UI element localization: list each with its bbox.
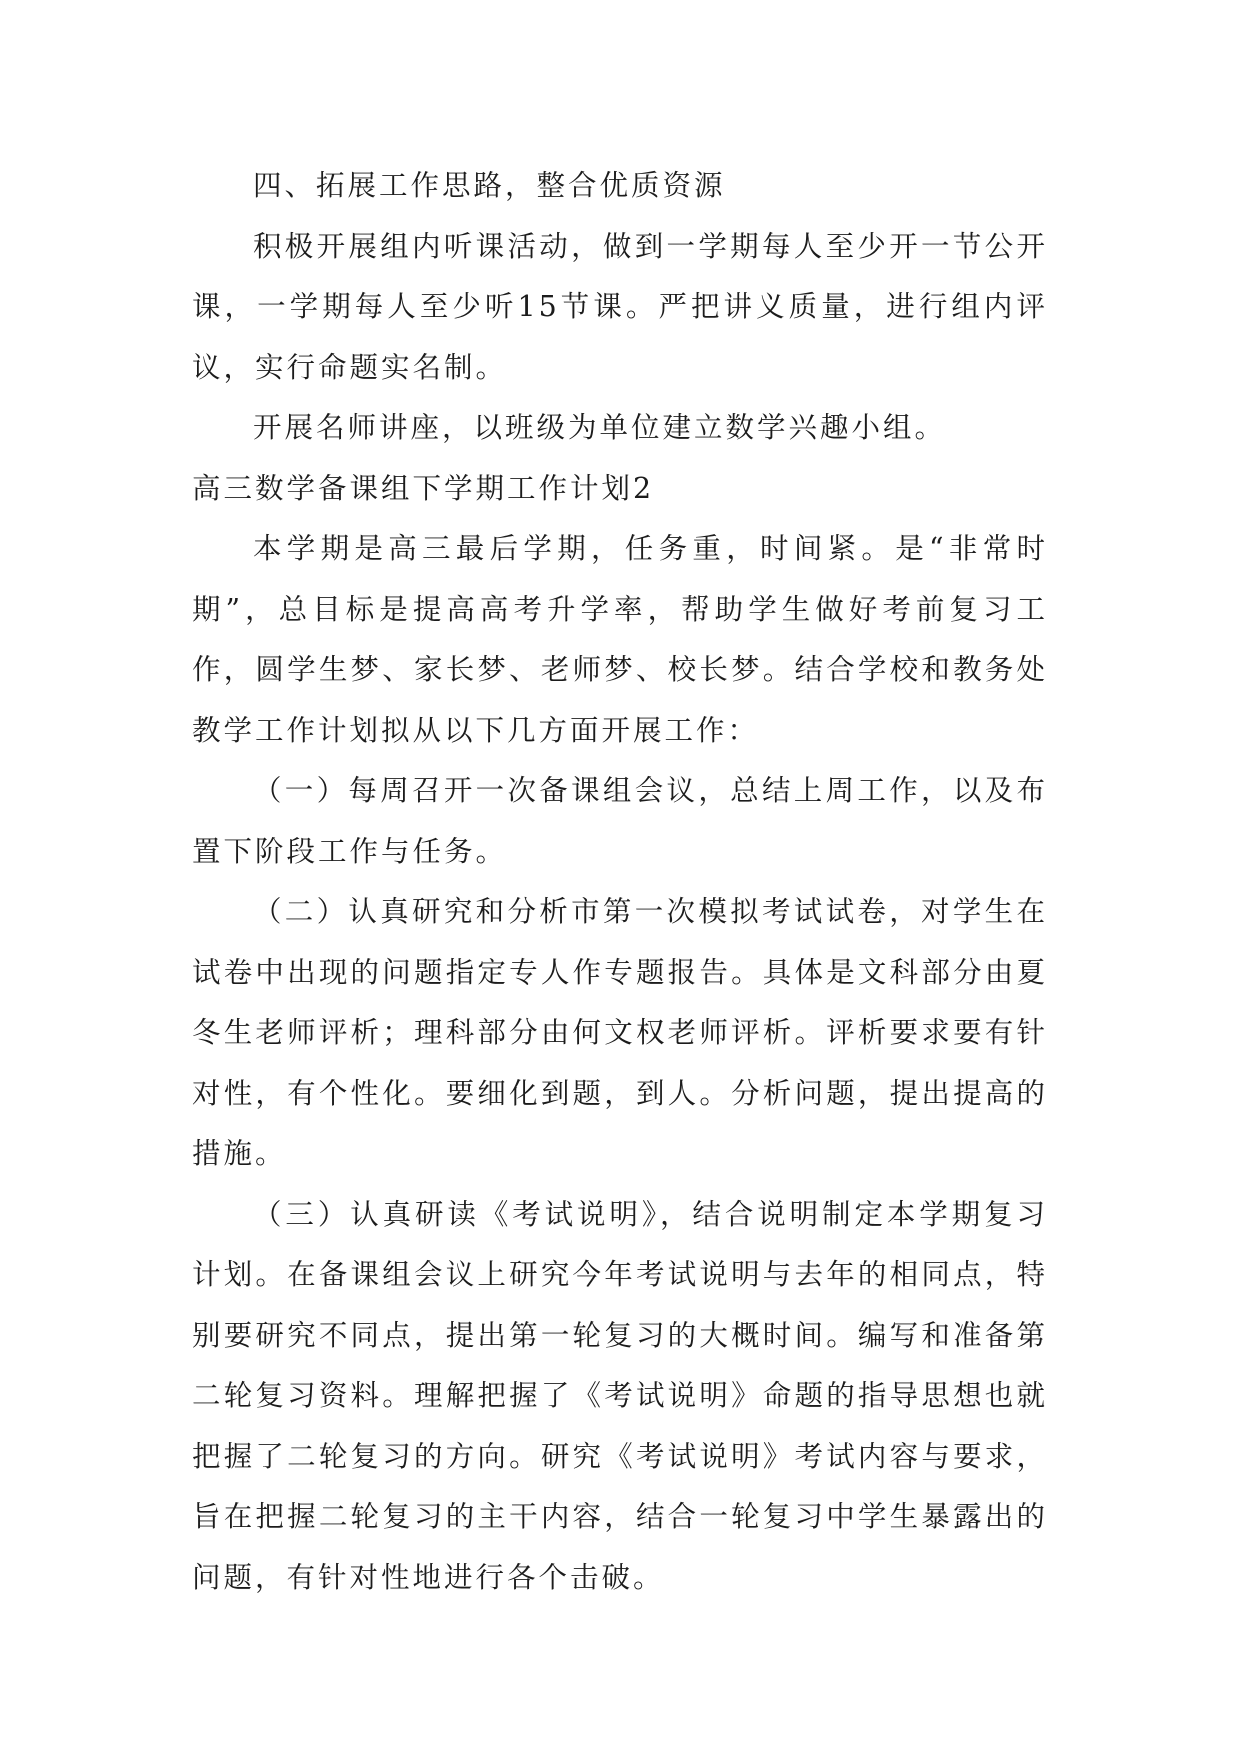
paragraph-item-one: （一）每周召开一次备课组会议，总结上周工作，以及布置下阶段工作与任务。 [192, 774, 1048, 868]
paragraph-item-two: （二）认真研究和分析市第一次模拟考试试卷，对学生在试卷中出现的问题指定专人作专题报告。具体是文科部分由夏冬生老师评析；理科部分由何文权老师评析。评析要求要有针对性，有个性化。要细化到题，到人。分析问题，提出提高的措施。 [192, 895, 1048, 1170]
document-body [192, 156, 1048, 1608]
document-title: 高三数学备课组下学期工作计划2 [192, 471, 655, 505]
paragraph-item-three: （三）认真研读《考试说明》，结合说明制定本学期复习计划。在备课组会议上研究今年考试说明与去年的相同点，特别要研究不同点，提出第一轮复习的大概时间。编写和准备第二轮复习资料。理解把握了《考试说明》命题的指导思想也就把握了二轮复习的方向。研究《考试说明》考试内容与要求，旨在把握二轮复习的主干内容，结合一轮复习中学生暴露出的问题，有针对性地进行各个击破。 [192, 1197, 1048, 1594]
paragraph-lesson-observation: 积极开展组内听课活动，做到一学期每人至少开一节公开课，一学期每人至少听15节课。严把讲义质量，进行组内评议，实行命题实名制。 [192, 229, 1048, 384]
paragraph-intro: 本学期是高三最后学期，任务重，时间紧。是“非常时期”，总目标是提高高考升学率，帮助学生做好考前复习工作，圆学生梦、家长梦、老师梦、校长梦。结合学校和教务处教学工作计划拟从以下几方面开展工作： [192, 532, 1048, 747]
section-heading-four: 四、拓展工作思路，整合优质资源 [253, 169, 726, 202]
paragraph-lectures: 开展名师讲座，以班级为单位建立数学兴趣小组。 [253, 411, 947, 444]
